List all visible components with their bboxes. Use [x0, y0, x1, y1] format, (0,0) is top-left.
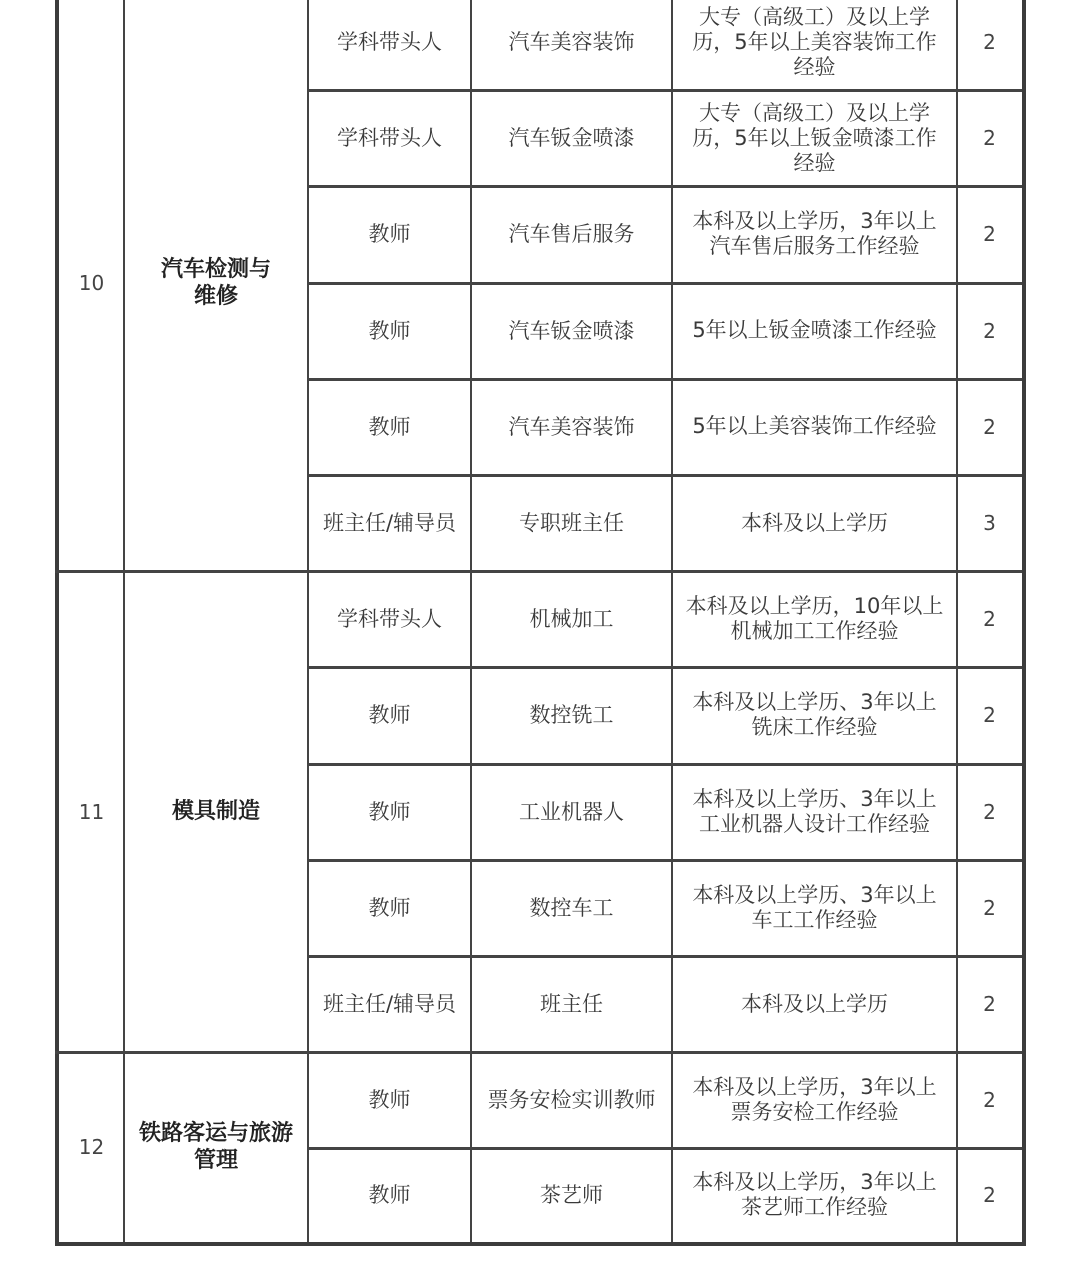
count-cell: 2: [983, 414, 996, 439]
post-cell: 教师: [368, 799, 411, 824]
direction-cell: 汽车美容装饰: [508, 30, 635, 55]
count-cell: 2: [983, 607, 996, 632]
row-number: 12: [78, 1135, 105, 1160]
requirement-cell: 本科及以上学历、3年以上 铣床工作经验: [692, 690, 937, 740]
count-cell: 3: [983, 511, 996, 536]
direction-cell: 汽车美容装饰: [508, 414, 635, 439]
major-name: 模具制造: [171, 799, 260, 825]
direction-cell: 汽车售后服务: [508, 222, 635, 247]
post-cell: 班主任/辅导员: [322, 992, 457, 1017]
count-cell: 2: [983, 30, 996, 55]
requirement-cell: 大专（高级工）及以上学 历，5年以上钣金喷漆工作 经验: [692, 100, 937, 175]
post-cell: 教师: [368, 414, 411, 439]
post-cell: 教师: [368, 1088, 411, 1113]
row-divider: [308, 763, 1022, 766]
row-divider: [308, 378, 1022, 381]
direction-cell: 汽车钣金喷漆: [508, 318, 635, 343]
post-cell: 教师: [368, 895, 411, 920]
count-cell: 2: [983, 1088, 996, 1113]
row-divider: [308, 474, 1022, 477]
major-name: 汽车检测与 维修: [160, 256, 271, 309]
row-divider: [308, 1147, 1022, 1150]
direction-cell: 汽车钣金喷漆: [508, 126, 635, 151]
direction-cell: 数控车工: [529, 895, 614, 920]
count-cell: 2: [983, 222, 996, 247]
direction-cell: 票务安检实训教师: [487, 1088, 656, 1113]
count-cell: 2: [983, 895, 996, 920]
requirement-cell: 本科及以上学历、3年以上 车工工作经验: [692, 882, 937, 932]
direction-cell: 专职班主任: [519, 511, 624, 536]
requirement-cell: 大专（高级工）及以上学 历，5年以上美容装饰工作 经验: [692, 4, 937, 79]
post-cell: 教师: [368, 703, 411, 728]
direction-cell: 数控铣工: [529, 703, 614, 728]
count-cell: 2: [983, 992, 996, 1017]
row-divider: [308, 955, 1022, 958]
requirement-cell: 本科及以上学历，3年以上 票务安检工作经验: [692, 1075, 937, 1125]
requirement-cell: 本科及以上学历、3年以上 工业机器人设计工作经验: [692, 786, 937, 836]
requirement-cell: 5年以上钣金喷漆工作经验: [692, 318, 937, 343]
post-cell: 教师: [368, 318, 411, 343]
post-cell: 教师: [368, 222, 411, 247]
major-name: 铁路客运与旅游 管理: [138, 1121, 293, 1174]
direction-cell: 茶艺师: [540, 1183, 603, 1208]
post-cell: 学科带头人: [337, 607, 442, 632]
requirement-cell: 本科及以上学历，3年以上 汽车售后服务工作经验: [692, 209, 937, 259]
row-divider: [308, 185, 1022, 188]
count-cell: 2: [983, 318, 996, 343]
direction-cell: 班主任: [540, 992, 603, 1017]
row-divider: [308, 859, 1022, 862]
direction-cell: 工业机器人: [519, 799, 624, 824]
count-cell: 2: [983, 1183, 996, 1208]
post-cell: 学科带头人: [337, 30, 442, 55]
requirement-cell: 本科及以上学历，3年以上 茶艺师工作经验: [692, 1170, 937, 1220]
post-cell: 教师: [368, 1183, 411, 1208]
post-cell: 班主任/辅导员: [322, 511, 457, 536]
requirement-cell: 本科及以上学历: [741, 510, 888, 535]
requirement-cell: 5年以上美容装饰工作经验: [692, 414, 937, 439]
requirement-cell: 本科及以上学历: [741, 991, 888, 1016]
row-divider: [308, 89, 1022, 92]
post-cell: 学科带头人: [337, 126, 442, 151]
requirement-cell: 本科及以上学历，10年以上 机械加工工作经验: [685, 594, 944, 644]
direction-cell: 机械加工: [529, 607, 614, 632]
count-cell: 2: [983, 126, 996, 151]
row-divider: [308, 282, 1022, 285]
count-cell: 2: [983, 703, 996, 728]
row-divider: [308, 666, 1022, 669]
count-cell: 2: [983, 799, 996, 824]
row-number: 10: [78, 270, 105, 295]
row-number: 11: [78, 799, 105, 824]
